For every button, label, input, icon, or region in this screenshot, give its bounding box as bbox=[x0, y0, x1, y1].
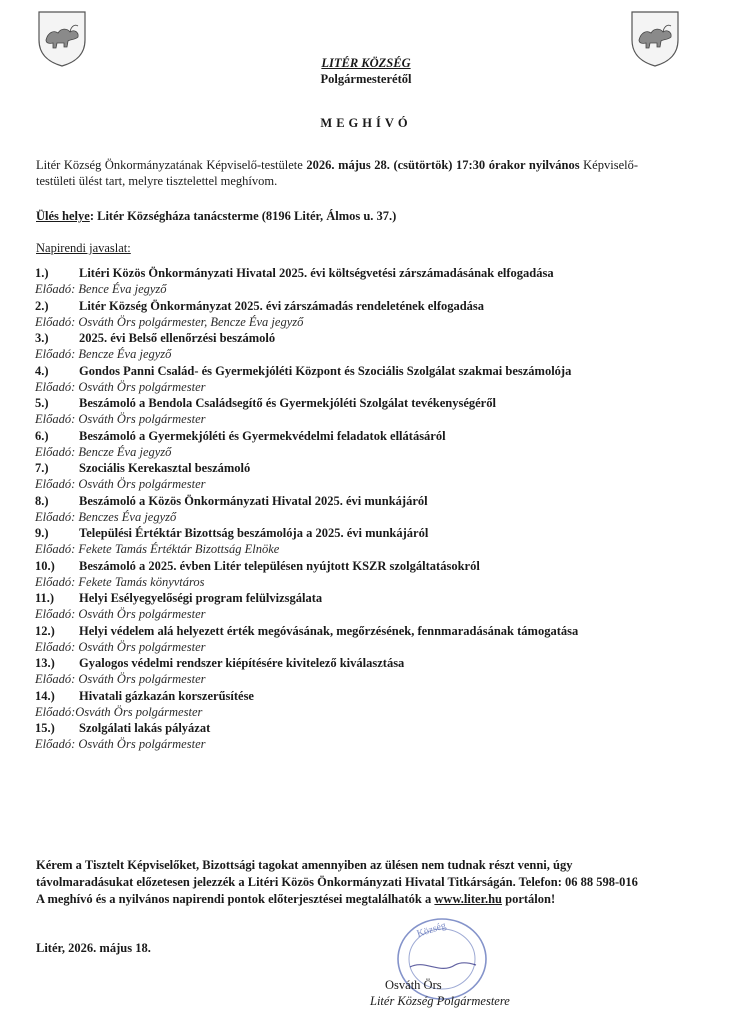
location-label: Ülés helye bbox=[36, 209, 90, 223]
agenda-item-title bbox=[35, 363, 639, 379]
agenda-item-title bbox=[35, 525, 639, 541]
agenda-item-number: 4.) bbox=[35, 363, 49, 378]
agenda-item-text: Szociális Kerekasztal beszámoló bbox=[79, 461, 251, 475]
agenda-item-title bbox=[35, 655, 639, 671]
agenda-item bbox=[35, 363, 639, 396]
agenda-item-text: 2025. évi Belső ellenőrzési beszámoló bbox=[79, 331, 276, 345]
closing-text-1: Kérem a Tisztelt Képviselőket, Bizottsági tagokat amennyiben az ülésen nem tudnak részt venni, úgy távolmaradásukat előzetesen jelezzék a Litéri Közös Önkormányzati Hivatal Titkárságán. Telefon: 06 88 598-016 A meghívó és a nyilvános napirendi pontok előterjesztései megtalálhatók a bbox=[36, 858, 638, 906]
agenda-item-number: 9.) bbox=[35, 526, 49, 540]
agenda-item bbox=[35, 395, 639, 428]
agenda-item-number: 14.) bbox=[35, 688, 55, 703]
intro-date: 2026. május 28. (csütörtök) 17:30 órakor nyilvános bbox=[306, 158, 580, 172]
municipality-title: LITÉR KÖZSÉG bbox=[321, 56, 411, 70]
agenda-item-presenter: Előadó: Fekete Tamás Értéktár Bizottság Elnöke bbox=[35, 542, 280, 556]
agenda-item-text: Beszámoló a Gyermekjóléti és Gyermekvédelmi feladatok ellátásáról bbox=[79, 428, 446, 443]
agenda-item-number: 12.) bbox=[35, 623, 55, 638]
agenda-item-text: Beszámoló a 2025. évben Litér településen nyújtott KSZR szolgáltatásokról bbox=[79, 558, 480, 573]
agenda-item-text: Szolgálati lakás pályázat bbox=[79, 721, 211, 735]
agenda-item-presenter: Előadó: Bence Éva jegyző bbox=[35, 282, 167, 296]
agenda-item-number: 7.) bbox=[35, 461, 49, 475]
agenda-item-text: Helyi Esélyegyelőségi program felülvizsgálata bbox=[79, 591, 323, 605]
agenda-item-title bbox=[35, 298, 639, 314]
agenda-item-title bbox=[35, 395, 639, 411]
agenda-item-presenter: Előadó: Osváth Örs polgármester bbox=[35, 607, 206, 621]
agenda-item-title bbox=[35, 460, 639, 476]
agenda-item-number: 3.) bbox=[35, 331, 49, 345]
agenda-item-title bbox=[35, 558, 639, 574]
agenda-item bbox=[35, 720, 639, 753]
signatory-name: Osváth Örs bbox=[385, 978, 442, 992]
agenda-item-number: 2.) bbox=[35, 298, 49, 313]
agenda-item-title bbox=[35, 720, 639, 736]
agenda-item-number: 6.) bbox=[35, 428, 49, 443]
agenda-item-number: 11.) bbox=[35, 591, 55, 605]
agenda-item-number: 10.) bbox=[35, 558, 55, 573]
agenda-heading: Napirendi javaslat: bbox=[36, 241, 131, 255]
agenda-item-presenter: Előadó: Bencze Éva jegyző bbox=[35, 444, 172, 459]
agenda-item-presenter: Előadó: Fekete Tamás könyvtáros bbox=[35, 574, 205, 589]
agenda-item-text: Helyi védelem alá helyezett érték megóvásának, megőrzésének, fennmaradásának támogatása bbox=[79, 623, 579, 638]
agenda-item-presenter: Előadó: Osváth Örs polgármester bbox=[35, 672, 206, 686]
agenda-item-text: Beszámoló a Közös Önkormányzati Hivatal 2025. évi munkájáról bbox=[79, 493, 428, 508]
agenda-item-presenter: Előadó: Osváth Örs polgármester bbox=[35, 379, 206, 394]
agenda-item-presenter: Előadó: Osváth Örs polgármester bbox=[35, 737, 206, 751]
agenda-item-title bbox=[35, 688, 639, 704]
agenda-item-title bbox=[35, 493, 639, 509]
website-link[interactable]: www.liter.hu bbox=[434, 892, 502, 906]
agenda-item-text: Gyalogos védelmi rendszer kiépítésére kivitelező kiválasztása bbox=[79, 656, 405, 670]
agenda-item bbox=[35, 525, 639, 558]
agenda-item bbox=[35, 265, 639, 298]
agenda-item-text: Beszámoló a Bendola Családsegítő és Gyermekjóléti Szolgálat tevékenységéről bbox=[79, 396, 496, 410]
closing-text-2: portálon! bbox=[502, 892, 556, 906]
intro-text-2: Képviselő-testületi ülést tart, melyre tisztelettel meghívom. bbox=[36, 158, 638, 188]
agenda-item-number: 15.) bbox=[35, 721, 55, 735]
agenda-item-number: 13.) bbox=[35, 656, 55, 670]
agenda-item-text: Litér Község Önkormányzat 2025. évi zárszámadás rendeletének elfogadása bbox=[79, 298, 485, 313]
agenda-list bbox=[35, 265, 639, 753]
agenda-item bbox=[35, 558, 639, 591]
document-title: MEGHÍVÓ bbox=[320, 116, 412, 130]
agenda-item-presenter: Előadó: Osváth Örs polgármester bbox=[35, 412, 206, 426]
agenda-item bbox=[35, 330, 639, 363]
agenda-item-text: Hivatali gázkazán korszerűsítése bbox=[79, 688, 254, 703]
agenda-item-text: Települési Értéktár Bizottság beszámolója a 2025. évi munkájáról bbox=[79, 526, 429, 540]
agenda-item bbox=[35, 623, 639, 656]
agenda-item-presenter: Előadó: Osváth Örs polgármester bbox=[35, 639, 206, 654]
agenda-item-title bbox=[35, 623, 639, 639]
intro-text-1: Litér Község Önkormányzatának Képviselő-testülete bbox=[36, 158, 307, 172]
agenda-item-presenter: Előadó: Osváth Örs polgármester, Bencze Éva jegyző bbox=[35, 314, 304, 329]
agenda-item-presenter: Előadó: Bencze Éva jegyző bbox=[35, 347, 172, 361]
agenda-item-title bbox=[35, 428, 639, 444]
meeting-location bbox=[36, 208, 638, 224]
sender-line: Polgármesterétől bbox=[320, 72, 412, 86]
agenda-item-title bbox=[35, 590, 639, 606]
agenda-item bbox=[35, 688, 639, 721]
location-value: : Litér Községháza tanácsterme (8196 Litér, Álmos u. 37.) bbox=[89, 209, 397, 223]
closing-paragraph bbox=[36, 857, 638, 908]
intro-paragraph bbox=[36, 157, 638, 189]
agenda-item bbox=[35, 460, 639, 493]
agenda-item bbox=[35, 655, 639, 688]
agenda-item bbox=[35, 590, 639, 623]
agenda-item-presenter: Előadó: Osváth Örs polgármester bbox=[35, 477, 206, 491]
agenda-item-number: 8.) bbox=[35, 493, 49, 508]
agenda-item bbox=[35, 298, 639, 331]
agenda-item-number: 5.) bbox=[35, 396, 49, 410]
agenda-item bbox=[35, 493, 639, 526]
agenda-item-presenter: Előadó: Benczes Éva jegyző bbox=[35, 509, 177, 524]
agenda-item-text: Litéri Közös Önkormányzati Hivatal 2025. évi költségvetési zárszámadásának elfogadása bbox=[79, 266, 554, 280]
agenda-item-number: 1.) bbox=[35, 266, 49, 280]
agenda-item-text: Gondos Panni Család- és Gyermekjóléti Központ és Szociális Szolgálat szakmai beszámolója bbox=[79, 363, 572, 378]
agenda-item-presenter: Előadó:Osváth Örs polgármester bbox=[35, 704, 203, 719]
signatory-title: Litér Község Polgármestere bbox=[370, 994, 510, 1008]
stamp-text: Község bbox=[415, 920, 448, 940]
document-date: Litér, 2026. május 18. bbox=[36, 941, 151, 955]
agenda-item bbox=[35, 428, 639, 461]
agenda-item-title bbox=[35, 330, 639, 346]
agenda-item-title bbox=[35, 265, 639, 281]
